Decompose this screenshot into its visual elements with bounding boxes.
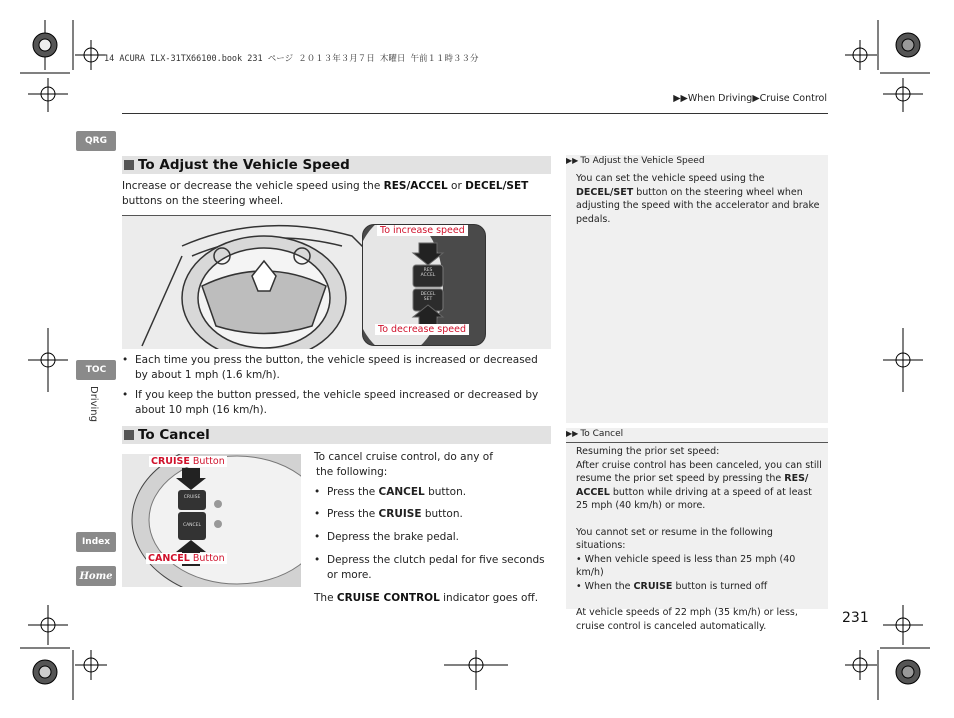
page-number: 231 [842,610,869,626]
cancel-intro: To cancel cruise control, do any of the following: [314,451,493,478]
chapter-label: Driving [88,386,99,422]
adjust-bullet-1: • Each time you press the button, the vehicle speed is increased or decreased by about 1 mph (1.6 km/h). [122,353,552,383]
breadcrumb-page-link[interactable]: Cruise Control [759,93,827,104]
cancel-bullet-4: • Depress the clutch pedal for five seconds or more. [314,553,554,583]
callout-decrease-speed: To decrease speed [375,324,469,335]
breadcrumb-arrows: ▶▶ [673,93,688,104]
reference-arrow-icon: ▶▶ [566,429,579,438]
cancel-bullet-2: • Press the CRUISE button. [314,507,554,522]
sidebar-adjust-text: You can set the vehicle speed using the DECEL/SET button on the steering wheel when adjusting the speed with the accelerator and brake pedals. [576,173,820,225]
qrg-tab[interactable]: QRG [76,131,116,151]
cancel-illustration [122,454,301,587]
header-rule [122,113,828,114]
cancel-bullet-3: • Depress the brake pedal. [314,530,554,545]
res-accel-button: RES ACCEL [420,268,436,278]
breadcrumb [673,93,827,104]
callout-cancel-button: CANCEL Button [148,553,225,564]
print-info-line: 14 ACURA ILX-31TX66100.book 231 ページ ２０１３年３月７日 木曜日 午前１１時３３分 [104,54,479,64]
home-tab[interactable]: Home [76,566,116,586]
sidebar-cancel-rule [566,442,828,443]
adjust-bullet-2: • If you keep the button pressed, the vehicle speed increased or decreased by about 10 mph (16 km/h). [122,388,552,418]
breadcrumb-separator: ▶ [752,93,760,104]
breadcrumb-section-link[interactable]: When Driving [687,93,753,104]
steering-wheel-illustration [122,215,551,349]
steering-wheel-drawing [122,216,551,349]
sidebar-cancel-text: Resuming the prior set speed: After cruise control has been canceled, you can still resume the prior set speed by pressing the RES/ ACCEL button while driving at a speed of at least 25 mph (40 km/h) or more. You cannot set or resume in the following situations: • When vehicle speed is less than 25 mph (40 km/h) • When the CRUISE button is turned off At vehicle speeds of 22 mph (35 km/h) or less, cruise control is canceled automatically. [576,446,822,632]
callout-cruise-button: CRUISE Button [151,456,225,467]
cancel-footer: The CRUISE CONTROL indicator goes off. [314,592,539,604]
adjust-intro: Increase or decrease the vehicle speed using the RES/ACCEL or DECEL/SET buttons on the steering wheel. [122,180,529,207]
reference-arrow-icon: ▶▶ [566,156,579,165]
index-tab[interactable]: Index [76,532,116,552]
heading-square-icon [124,160,134,170]
sidebar-cancel-title: ▶▶ To Cancel [566,429,624,439]
adjust-speed-heading: To Adjust the Vehicle Speed [122,156,551,174]
callout-increase-speed: To increase speed [377,225,468,236]
cancel-heading: To Cancel [122,426,551,444]
heading-square-icon [124,430,134,440]
toc-tab[interactable]: TOC [76,360,116,380]
cancel-button: CANCEL [182,523,202,528]
sidebar-adjust-title: ▶▶ To Adjust the Vehicle Speed [566,156,705,166]
cancel-bullet-1: • Press the CANCEL button. [314,485,554,500]
decel-set-button: DECEL SET [420,292,436,302]
cruise-button: CRUISE [183,495,201,500]
